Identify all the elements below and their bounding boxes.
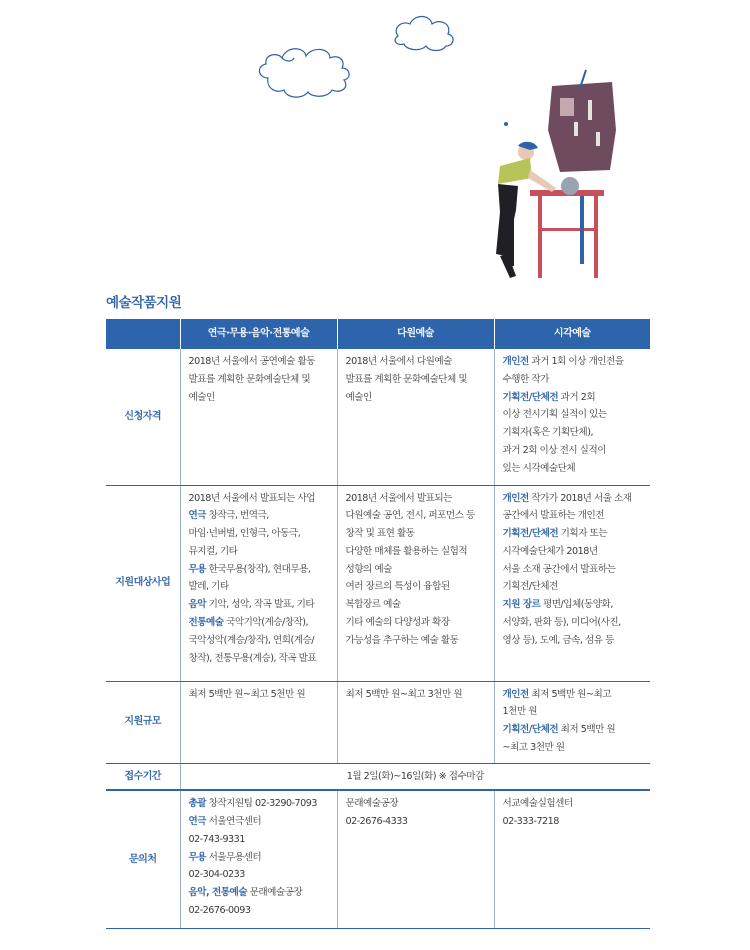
cell-line: 마임·넌버벌, 인형극, 아동극, (188, 528, 301, 540)
table-row-contact (106, 790, 650, 928)
projects-visual (494, 485, 650, 681)
cell-line: 영상 등), 도예, 금속, 섬유 등 (502, 634, 614, 646)
cell-text: 최저 5백만 원 (558, 724, 616, 736)
cell-text: 서울연극센터 (206, 816, 262, 828)
scale-visual (494, 681, 650, 763)
projects-multidisciplinary (337, 485, 494, 681)
cell-line: 과거 2회 이상 전시 실적이 (502, 444, 606, 456)
keyword-theater: 연극 (188, 816, 207, 828)
cloud-icon (395, 17, 453, 51)
contact-visual (494, 790, 650, 928)
table-header-row (106, 319, 650, 349)
row-label-scale: 지원규모 (106, 681, 180, 763)
keyword-music-traditional: 음악, 전통예술 (188, 887, 248, 899)
cell-line: 서울 소재 공간에서 발표하는 (502, 563, 616, 575)
table-row-period (106, 763, 650, 790)
cell-text: 창작극, 번역극, (206, 510, 269, 522)
cell-text: 작가가 2018년 서울 소재 (528, 492, 632, 504)
cell-line: 다양한 매체를 활용하는 실험적 (345, 545, 468, 557)
cell-line: 1천만 원 (502, 706, 537, 718)
cell-line: 기타 예술의 다양성과 확장 (345, 617, 450, 629)
keyword-dance: 무용 (188, 851, 207, 863)
period-value: 1월 2일(화)~16일(화) ※ 접수마감 (180, 763, 650, 790)
cell-line: 국악성악(계승/창작), 연희(계승/ (188, 634, 315, 646)
row-label-contact: 문의처 (106, 790, 180, 928)
phone-number: 02-743-9331 (188, 833, 245, 845)
keyword-theater: 연극 (188, 510, 207, 522)
section-title: 예술작품지원 (106, 295, 182, 311)
cell-line: 기획자(혹은 기획단체), (502, 427, 593, 439)
cell-line: 복합장르 예술 (345, 599, 401, 611)
header-multidisciplinary-arts: 다원예술 (337, 319, 494, 349)
row-label-period: 접수기간 (106, 763, 180, 790)
contact-multidisciplinary (337, 790, 494, 928)
cell-line: 뮤지컬, 기타 (188, 545, 238, 557)
cell-line: 최저 5백만 원~최고 3천만 원 (345, 688, 463, 700)
eligibility-visual (494, 349, 650, 485)
phone-number: 02-2676-4333 (345, 816, 408, 828)
cell-line: 예술인 (345, 391, 372, 403)
cell-text: 기획자 또는 (558, 528, 608, 540)
cell-line: 가능성을 추구하는 예술 활동 (345, 634, 459, 646)
header-visual-arts: 시각예술 (494, 319, 650, 349)
cell-line: 2018년 서울에서 발표되는 사업 (188, 492, 316, 504)
cell-line: 시각예술단체가 2018년 (502, 545, 598, 557)
row-label-projects: 지원대상사업 (106, 485, 180, 681)
cell-line: 서양화, 판화 등), 미디어(사진, (502, 617, 621, 629)
eligibility-multidisciplinary (337, 349, 494, 485)
cell-line: 공간에서 발표하는 개인전 (502, 510, 605, 522)
header-corner (106, 319, 180, 349)
cell-line: 있는 시각예술단체 (502, 462, 576, 474)
cell-line: 성향의 예술 (345, 563, 392, 575)
row-label-eligibility: 신청자격 (106, 349, 180, 485)
eligibility-performing (180, 349, 337, 485)
scale-performing (180, 681, 337, 763)
cell-line: ~최고 3천만 원 (502, 741, 565, 753)
keyword-solo-exhibition: 개인전 (502, 688, 529, 700)
cell-line: 2018년 서울에서 공연예술 활동 (188, 356, 316, 367)
cell-line: 여러 장르의 특성이 융합된 (345, 581, 450, 593)
contact-org: 문래예술공장 (345, 798, 399, 810)
table-row-eligibility (106, 349, 650, 485)
keyword-curated-exhibition: 기획전/단체전 (502, 724, 559, 736)
cell-text: 기악, 성악, 작곡 발표, 기타 (206, 599, 315, 611)
cell-line: 이상 전시기획 실적이 있는 (502, 409, 607, 421)
cell-text: 한국무용(창작), 현대무용, (206, 563, 311, 575)
scale-multidisciplinary (337, 681, 494, 763)
cell-text: 과거 2회 (558, 391, 596, 403)
header-performing-arts: 연극·무용·음악·전통예술 (180, 319, 337, 349)
keyword-solo-exhibition: 개인전 (502, 492, 529, 504)
contact-org: 서교예술실험센터 (502, 798, 573, 810)
cell-line: 발표를 계획한 문화예술단체 및 (188, 373, 311, 385)
keyword-traditional-arts: 전통예술 (188, 617, 224, 629)
keyword-curated-exhibition: 기획전/단체전 (502, 391, 559, 403)
cell-line: 창작 및 표현 활동 (345, 528, 415, 540)
cell-text: 최저 5백만 원~최고 (528, 688, 611, 700)
keyword-general: 총괄 (188, 798, 207, 810)
keyword-music: 음악 (188, 599, 207, 611)
support-table (106, 319, 650, 929)
cell-line: 예술인 (188, 391, 215, 403)
artist-illustration (0, 0, 750, 290)
person-figure-icon (496, 142, 556, 278)
projects-performing (180, 485, 337, 681)
cell-line: 수행한 작가 (502, 373, 549, 385)
cell-line: 다원예술 공연, 전시, 퍼포먼스 등 (345, 510, 475, 522)
cell-line: 2018년 서울에서 다원예술 (345, 356, 452, 367)
cell-text: 국악기악(계승/창작), (223, 617, 309, 629)
phone-number: 02-304-0233 (188, 869, 245, 881)
cell-line: 발표를 계획한 문화예술단체 및 (345, 373, 468, 385)
cell-text: 서울무용센터 (206, 851, 262, 863)
cell-line: 발레, 기타 (188, 581, 229, 593)
cell-line: 기획전/단체전 (502, 581, 558, 593)
phone-number: 02-2676-0093 (188, 905, 251, 917)
table-row-scale (106, 681, 650, 763)
contact-performing (180, 790, 337, 928)
cell-text: 과거 1회 이상 개인전을 (528, 356, 624, 367)
keyword-curated-exhibition: 기획전/단체전 (502, 528, 559, 540)
cloud-icon (259, 49, 349, 97)
cell-line: 최저 5백만 원~최고 5천만 원 (188, 688, 306, 700)
phone-number: 02-333-7218 (502, 816, 559, 828)
table-row-projects (106, 485, 650, 681)
cell-line: 창작), 전통무용(계승), 작곡 발표 (188, 652, 317, 664)
keyword-genre: 지원 장르 (502, 599, 541, 611)
keyword-dance: 무용 (188, 563, 207, 575)
cell-text: 평면/입체(동양화, (540, 599, 613, 611)
keyword-solo-exhibition: 개인전 (502, 356, 529, 367)
cell-text: 문래예술공장 (247, 887, 303, 899)
workbench-icon (530, 177, 604, 278)
cell-line: 2018년 서울에서 발표되는 (345, 492, 452, 504)
cell-text: 창작지원팀 02-3290-7093 (206, 798, 317, 810)
